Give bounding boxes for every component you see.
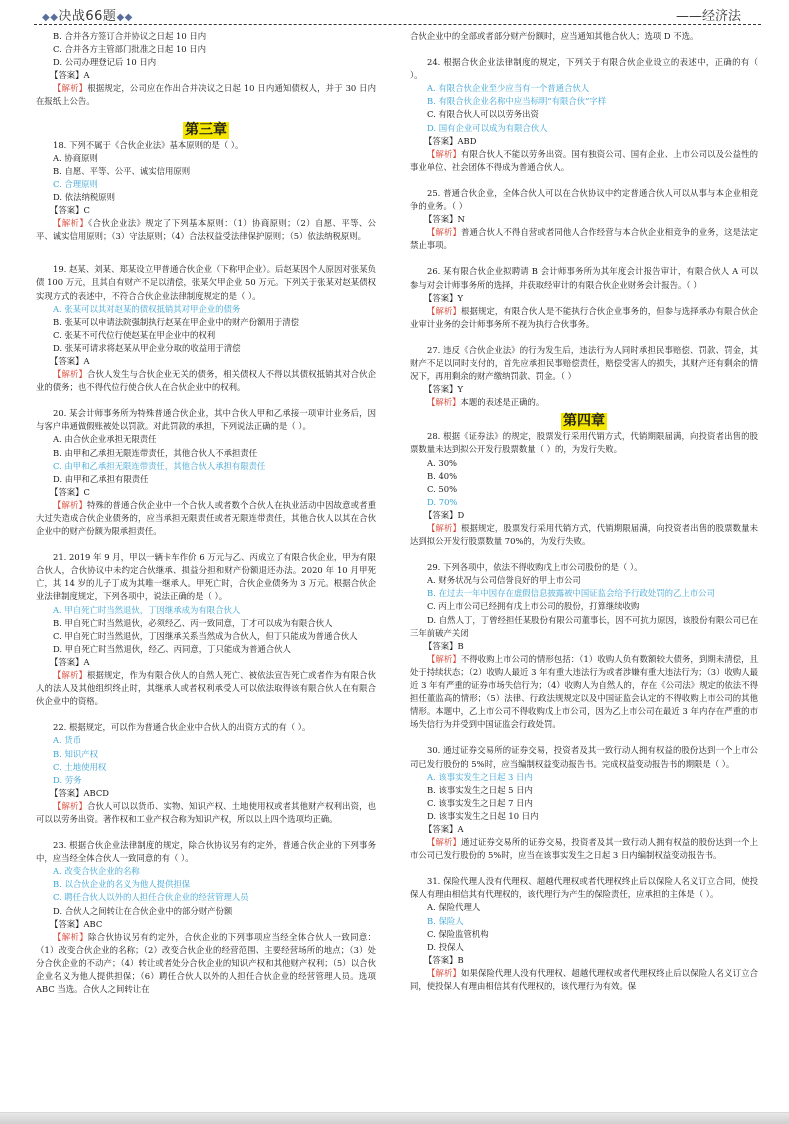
answer: 【答案】C [50,486,90,497]
analysis-label: 【解析】 [53,499,88,510]
analysis: 【解析】通过证券交易所的证券交易，投资者及其一致行动人拥有权益的股份达到一个上市公司已发行股份的 5%时，应当在该事实发生之日起 3 日内编制权益变动报告书。 [410,837,759,861]
analysis: 【解析】有限合伙人不能以劳务出资。国有独资公司、国有企业、上市公司以及公益性的事业单位、社会团体不得成为普通合伙人。 [410,148,759,172]
question-17-tail [36,30,376,109]
analysis-label: 【解析】 [53,83,88,94]
analysis: 【解析】普通合伙人不得自营或者同他人合作经营与本合伙企业相竞争的业务，这是法定禁止事项。 [410,227,759,251]
analysis-label: 【解析】 [53,369,88,380]
option-a-correct: A. 货币 [53,735,82,746]
answer: 【答案】Y [424,292,464,303]
option-b: B. 甲自死亡时当然退伙，必须经乙、丙一致同意，丁才可以成为有限合伙人 [53,617,333,628]
option-c: C. 有限合伙人可以以劳务出资 [427,109,539,120]
option-c-correct: C. 合理原则 [53,178,98,189]
analysis-label: 【解析】 [53,800,88,811]
diamond-ornament-icon: ◆◆ [42,12,59,23]
analysis: 【解析】合伙人可以以货币、实物、知识产权、土地使用权或者其他财产权利出资，也可以以劳务出资。著作权和工业产权合称为知识产权，所以以上四个选项均正确。 [36,800,376,824]
header-divider [34,24,761,25]
option-d-correct: D. 国有企业可以成为有限合伙人 [427,122,548,133]
analysis-label: 【解析】 [53,670,88,681]
option-d: D. 依法纳税原则 [53,191,115,202]
analysis: 【解析】根据规定，作为有限合伙人的自然人死亡、被依法宣告死亡或者作为有限合伙人的法人及其他组织终止时，其继承人或者权利承受人可以依法取得该有限合伙人在有限合伙企业中的资格。 [36,670,376,707]
question-stem: 29. 下列各项中，依法不得收购戊上市公司股份的是（ ）。 [427,562,643,573]
question-stem: 19. 赵某、刘某、郑某设立甲普通合伙企业（下称甲企业）。后赵某因个人原因对张某负债 100 万元，且其自有财产不足以清偿，张某欠甲企业 50 万元。下列关于张某对赵某债权实现方式的表述中，不符合合伙企业法律制度规定的是（ ）。 [36,264,376,301]
analysis-label: 【解析】 [427,305,461,316]
option-a: A. 由合伙企业承担无限责任 [53,434,157,445]
answer: 【答案】ABCD [50,787,109,798]
option-d: D. 张某可请求将赵某从甲企业分取的收益用于清偿 [53,342,241,353]
question-18 [36,139,376,244]
analysis: 【解析】不得收购上市公司的情形包括：（1）收购人负有数额较大债务，到期未清偿，且处于持续状态；（2）收购人最近 3 年有重大违法行为或者涉嫌有重大违法行为；（3）收购人最近 3 年有严重的证券市场失信行为；（4）收购人为自然人的，存在《公司法》规定的依法不得担任董监高的情形；（5）法律、行政法规规定以及中国证监会认定的不得收购上市公司的其他情形。本题中，乙上市公司不得收购戊上市公司，因为乙上市公司在最近 3 年内存在严重的市场失信行为并受到中国证监会行政处罚。 [410,653,759,730]
chapter-heading-4: 第四章 [563,413,605,430]
answer: 【答案】D [424,509,465,520]
analysis-label: 【解析】 [427,523,461,533]
answer: 【答案】A [50,656,90,667]
answer: 【答案】Y [424,384,464,395]
option-c-correct: C. 土地使用权 [53,761,107,772]
analysis: 【解析】合伙人发生与合伙企业无关的债务，相关债权人不得以其债权抵销其对合伙企业的债务；也不得代位行使合伙人在合伙企业中的权利。 [36,369,376,393]
analysis: 【解析】除合伙协议另有约定外，合伙企业的下列事项应当经全体合伙人一致同意：（1）改变合伙企业的名称；（2）改变合伙企业的经营范围、主要经营场所的地点；（3）处分合伙企业的不动产；（4）转让或者处分合伙企业的知识产权和其他财产权利；（5）以合伙企业名义为他人提供担保；（6）聘任合伙人以外的人担任合伙企业的经营管理人员。选项 ABC 当选。合伙人之间转让在 [36,931,377,995]
analysis: 【解析】如果保险代理人没有代理权、超越代理权或者代理权终止后以保险人名义订立合同，使投保人有理由相信其有代理权的，该代理行为有效。保 [410,967,759,991]
option-b: B. 自愿、平等、公平、诚实信用原则 [53,165,191,176]
question-30 [410,744,758,862]
analysis-label: 【解析】 [427,397,461,408]
question-stem: 24. 根据合伙企业法律制度的规定，下列关于有限合伙企业设立的表述中，正确的有（ ）。 [410,57,758,81]
option-b-correct: B. 以合伙企业的名义为他人提供担保 [53,879,191,890]
option-b-correct: B. 有限合伙企业名称中应当标明“有限合伙”字样 [427,96,607,107]
option-b: B. 40% [427,470,458,481]
header-title-left [42,5,133,24]
question-20 [36,407,376,538]
question-24 [410,56,758,174]
question-stem: 18. 下列不属于《合伙企业法》基本原则的是（ ）。 [53,139,244,150]
option-c-correct: C. 聘任合伙人以外的人担任合伙企业的经营管理人员 [53,892,249,903]
question-stem: 28. 根据《证券法》的规定，股票发行采用代销方式，代销期限届满，向投资者出售的股票数量未达到拟公开发行股票数量（ ）的，为发行失败。 [410,431,758,455]
analysis-label: 【解析】 [427,148,461,159]
option-d: D. 甲自死亡时当然退伙，经乙、丙同意，丁只能成为普通合伙人 [53,643,291,654]
answer: 【答案】N [424,214,465,225]
analysis: 【解析】根据规定，股票发行采用代销方式，代销期限届满，向投资者出售的股票数量未达到拟公开发行股票数量 70%的，为发行失败。 [410,523,759,547]
answer: 【答案】A [50,70,90,81]
option-a-correct: A. 改变合伙企业的名称 [53,866,140,877]
option-d: D. 公司办理登记后 10 日内 [53,57,157,68]
option-c: C. 张某不可代位行使赵某在甲企业中的权利 [53,329,216,340]
option-c: C. 甲自死亡时当然退伙，丁因继承关系当然成为合伙人，但丁只能成为普通合伙人 [53,630,358,641]
option-a: A. 财务状况与公司信誉良好的甲上市公司 [427,575,581,586]
answer: 【答案】A [50,355,90,366]
question-19 [36,263,376,394]
answer: 【答案】B [424,640,464,651]
answer: 【答案】ABD [424,135,477,146]
question-stem: 25. 普通合伙企业，全体合伙人可以在合伙协议中约定普通合伙人可以从事与本企业相竞争的业务。（ ） [410,187,758,212]
option-d: D. 该事实发生之日起 10 日内 [427,810,539,821]
question-31 [410,875,758,993]
question-stem: 30. 通过证券交易所的证券交易，投资者及其一致行动人拥有权益的股份达到一个上市公司已发行股份的 5%时，应当编制权益变动报告书。完成权益变动报告书的期限是（ ）。 [410,745,758,769]
header-title-right: ——经济法 [675,9,741,24]
analysis-label: 【解析】 [427,967,461,978]
option-d: D. 由甲和乙承担有限责任 [53,473,149,484]
option-b: B. 由甲和乙承担无限连带责任，其他合伙人不承担责任 [53,447,258,458]
analysis: 【解析】本题的表述是正确的。 [427,397,545,408]
question-22 [36,721,376,826]
question-25 [410,187,758,252]
answer: 【答案】ABC [50,918,103,929]
option-a-correct: A. 该事实发生之日起 3 日内 [427,771,533,782]
header-left-text: 决战66题 [58,9,117,24]
analysis: 【解析】特殊的普通合伙企业中一个合伙人或者数个合伙人在执业活动中因故意或者重大过失造成合伙企业债务的，应当承担无限责任或者无限连带责任，其他合伙人以其在合伙企业中的财产份额为限承担责任。 [36,499,376,537]
question-stem: 23. 根据合伙企业法律制度的规定，除合伙协议另有约定外，普通合伙企业的下列事务中，应当经全体合伙人一致同意的有（ ）。 [36,840,376,864]
left-column [36,30,376,1009]
question-26 [410,265,758,330]
answer: 【答案】B [424,954,464,965]
option-d: D. 投保人 [427,941,464,952]
option-b: B. 张某可以申请法院强制执行赵某在甲企业中的财产份额用于清偿 [53,316,299,327]
question-23-tail [410,30,758,43]
answer: 【答案】C [50,205,90,216]
option-a-correct: A. 张某可以其对赵某的债权抵销其对甲企业的债务 [53,303,241,314]
chapter-heading-3: 第三章 [185,121,227,138]
question-23 [36,839,376,996]
analysis-continuation: 合伙企业中的全部或者部分财产份额时，应当通知其他合伙人；选项 D 不选。 [410,31,699,41]
analysis-label: 【解析】 [427,837,461,848]
option-d-correct: D. 劳务 [53,774,82,785]
analysis-label: 【解析】 [427,653,461,664]
analysis: 【解析】根据规定，有限合伙人是不能执行合伙企业事务的，但参与选择承办有限合伙企业审计业务的会计师事务所不视为执行合伙事务。 [410,305,759,329]
option-c: C. 该事实发生之日起 7 日内 [427,797,533,808]
option-c: C. 合并各方主管部门批准之日起 10 日内 [53,44,207,55]
answer: 【答案】A [424,823,464,834]
option-a-correct: A. 有限合伙企业至少应当有一个普通合伙人 [427,83,590,94]
option-a: A. 协商原则 [53,152,98,163]
page-header [0,0,789,26]
option-b: B. 合并各方签订合并协议之日起 10 日内 [53,31,207,41]
question-stem: 20. 某会计师事务所为特殊普通合伙企业，其中合伙人甲和乙承接一项审计业务后，因与客户串通做假账被处以罚款。对此罚款的承担，下列说法正确的是（ ）。 [36,408,376,432]
analysis-label: 【解析】 [53,218,89,229]
option-c-correct: C. 由甲和乙承担无限连带责任，其他合伙人承担有限责任 [53,460,266,471]
analysis: 【解析】《合伙企业法》规定了下列基本原则：（1）协商原则；（2）自愿、平等、公平、诚实信用原则；（3）守法原则；（4）合法权益受法律保护原则；（5）依法纳税原则。 [36,218,377,242]
question-28 [410,430,758,548]
option-b-correct: B. 知识产权 [53,748,98,759]
analysis: 【解析】根据规定，公司应在作出合并决议之日起 10 日内通知债权人，并于 30 日内在报纸上公告。 [36,83,376,107]
diamond-ornament-icon: ◆◆ [116,12,133,23]
question-stem: 21. 2019 年 9 月，甲以一辆卡车作价 6 万元与乙、丙成立了有限合伙企业，甲为有限合伙人，合伙协议中未约定合伙继承、损益分担和财产份额退还办法。2020 年 10 月甲死亡，其 14 岁的儿子丁成为其唯一继承人。甲死亡时，合伙企业债务为 3 万元。根据合伙企业法律制度规定，下列各项中，说法正确的是（ ）。 [36,552,376,602]
analysis-label: 【解析】 [427,227,461,238]
question-27 [410,344,758,409]
question-stem: 27. 违反《合伙企业法》的行为发生后，违法行为人同时承担民事赔偿、罚款、罚金，其财产不足以同时支付的，首先应承担民事赔偿责任，赔偿受害人的损失，其财产还有剩余的情况下，再用剩余的财产缴纳罚款、罚金。（ ） [410,344,758,382]
analysis-label: 【解析】 [53,931,88,942]
option-a: A. 保险代理人 [427,902,481,913]
option-c: C. 50% [427,483,458,494]
option-d-correct: D. 70% [427,496,458,507]
option-c: C. 保险监管机构 [427,928,489,939]
viewer-bottom-edge [0,1112,789,1124]
option-d: D. 合伙人之间转让在合伙企业中的部分财产份额 [53,905,233,916]
option-a: A. 30% [427,457,457,468]
option-c: C. 丙上市公司已经拥有戊上市公司的股份，打算继续收购 [427,601,640,612]
right-column [410,30,758,1006]
question-21 [36,551,376,708]
question-stem: 31. 保险代理人没有代理权、超越代理权或者代理权终止后以保险人名义订立合同，使投保人有理由相信其有代理权的，该代理行为产生的保险责任，应承担的主体是（ ）。 [410,876,758,900]
option-a-correct: A. 甲自死亡时当然退伙，丁因继承成为有限合伙人 [53,604,241,615]
option-b: B. 该事实发生之日起 5 日内 [427,784,533,795]
option-b-correct: B. 保险人 [427,915,464,926]
option-b-correct: B. 在过去一年中因存在虚假信息披露被中国证监会给予行政处罚的乙上市公司 [427,588,715,599]
question-29 [410,561,758,731]
question-stem: 22. 根据规定，可以作为普通合伙企业中合伙人的出资方式的有（ ）。 [53,722,311,733]
question-stem: 26. 某有限合伙企业拟聘请 B 会计师事务所为其年度会计报告审计，有限合伙人 A 可以参与对会计师事务所的选择，并获取经审计的有限合伙企业财务会计报告。（ ） [410,266,758,290]
option-d: D. 自然人丁，丁曾经担任某股份有限公司董事长，因不可抗力原因，该股份有限公司已在三年前破产关闭 [410,614,758,638]
